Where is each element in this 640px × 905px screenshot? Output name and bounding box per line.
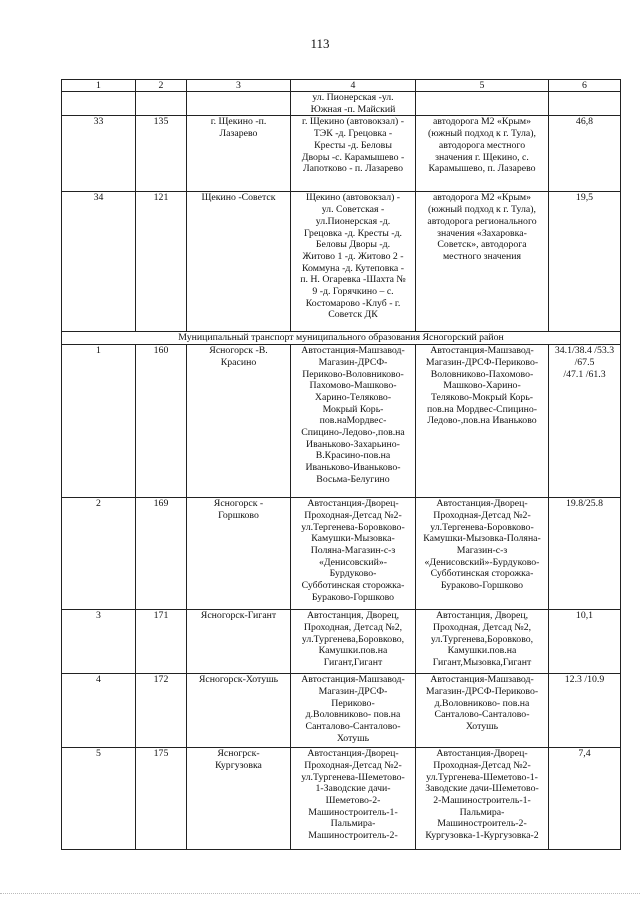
length-cell — [549, 674, 621, 748]
route-name-text: Щекино -Советск — [201, 192, 276, 204]
stops-text: Щекино (автовокзал) - ул. Советская - ул.Пионерская -д. Грецовка -д. Кресты -д. Беловы Дворы -д. Житово 1 -д. Житово 2 - Коммуна -д. Кутеповка - п. Н. Огаревка -Шахта № 9 -д. Горячкино – с. Костомарово -Клуб - г. Советск ДК — [300, 192, 406, 321]
column-number: 4 — [291, 80, 416, 92]
stops-cell — [291, 498, 416, 610]
stops-text: Автостанция-Машзавод- Магазин-ДРСФ- Периково-Воловниково- Пахомово-Машково- Харино-Теляково- Мокрый Корь- пов.наМордвес- Спицино-Ледово-,пов.на Иваньково-Захарьино- В.Красино-пов.на Иваньково-Иваньково- Восьма-Белугино — [301, 345, 405, 485]
section-row — [62, 332, 621, 345]
row-number-text: 3 — [96, 610, 101, 622]
route-number-cell — [136, 610, 187, 674]
stops-cell — [291, 610, 416, 674]
column-number: 5 — [416, 80, 549, 92]
route-name-cell — [187, 610, 291, 674]
route-number-cell — [136, 345, 187, 498]
stops-text: Автостанция-Машзавод- Магазин-ДРСФ- Периково- д.Воловниково- пов.на Санталово-Санталово- Хотушь — [301, 674, 405, 744]
route-number-text: 175 — [153, 748, 169, 760]
length-text: 46,8 — [575, 116, 594, 128]
roads-cell — [416, 92, 549, 116]
row-number-cell — [62, 92, 136, 116]
roads-text: Автостанция-Дворец- Проходная-Детсад №2- ул.Тергенева-Боровково- Камушки-Мызовка-Поляна- Магазин-с-з «Денисовский»-Бурдуково- Субботинская сторожка- Бураково-Горшково — [423, 498, 541, 592]
roads-cell — [416, 674, 549, 748]
table-row — [62, 748, 621, 850]
table-row — [62, 192, 621, 332]
stops-cell — [291, 748, 416, 850]
table-row — [62, 498, 621, 610]
route-name-cell — [187, 748, 291, 850]
roads-text: автодорога М2 «Крым» (южный подход к г. Тула), автодорога регионального значения «Захаровка- Советск», автодорога местного значения — [427, 192, 537, 262]
route-number-cell — [136, 92, 187, 116]
stops-cell — [291, 674, 416, 748]
section-title: Муниципальный транспорт муниципального образования Ясногорский район — [62, 332, 621, 345]
route-number-cell — [136, 192, 187, 332]
route-name-cell — [187, 674, 291, 748]
route-name-text: Ясногорск - Горшково — [213, 498, 264, 521]
row-number-text: 34 — [93, 192, 104, 204]
table-row — [62, 92, 621, 116]
column-number-row — [62, 80, 621, 92]
table-row — [62, 345, 621, 498]
roads-cell — [416, 610, 549, 674]
row-number-cell — [62, 192, 136, 332]
length-cell — [549, 498, 621, 610]
route-name-cell — [187, 345, 291, 498]
route-number-cell — [136, 748, 187, 850]
stops-text: Автостанция-Дворец- Проходная-Детсад №2- ул.Тургенева-Шеметово- 1-Заводские дачи- Шеметово-2- Машиностроитель-1- Пальмира- Машиностроитель-2- — [301, 748, 405, 842]
row-number-cell — [62, 345, 136, 498]
length-cell — [549, 345, 621, 498]
route-name-cell — [187, 498, 291, 610]
route-number-text: 171 — [153, 610, 169, 622]
column-number: 1 — [62, 80, 136, 92]
roads-text: Автостанция-Дворец- Проходная-Детсад №2- ул.Тургенева-Шеметово-1- Заводские дачи-Шеметово- 2-Машиностроитель-1- Пальмира- Машиностроитель-2- Кургузовка-1-Кургузовка-2 — [425, 748, 539, 842]
routes-table — [61, 79, 621, 850]
row-number-text: 2 — [96, 498, 101, 510]
row-number-cell — [62, 498, 136, 610]
length-cell — [549, 92, 621, 116]
row-number-cell — [62, 610, 136, 674]
route-number-text: 121 — [153, 192, 169, 204]
route-number-text: 169 — [153, 498, 169, 510]
length-text: 10,1 — [575, 610, 594, 622]
route-name-text: г. Щекино -п. Лазарево — [210, 116, 267, 140]
stops-text: г. Щекино (автовокзал) - ТЭК -д. Грецовка - Кресты -д. Беловы Дворы -с. Карамышево - Лапотково - п. Лазарево — [301, 116, 405, 175]
stops-text: ул. Пионерская -ул. Южная -п. Майский — [310, 92, 396, 115]
row-number-text: 33 — [93, 116, 104, 128]
route-name-text: Ясногорск-Гигант — [200, 610, 277, 622]
length-cell — [549, 116, 621, 192]
length-text: 7,4 — [578, 748, 591, 760]
row-number-text: 5 — [96, 748, 101, 760]
route-number-cell — [136, 116, 187, 192]
table-row — [62, 674, 621, 748]
route-name-cell — [187, 192, 291, 332]
route-name-text: Ясногрск- Кургузовка — [215, 748, 262, 771]
length-text: 12.3 /10.9 — [564, 674, 605, 686]
stops-text: Автостанция, Дворец, Проходная, Детсад №2, ул.Тургенева,Боровково, Камушки.пов.на Гигант,Гигант — [301, 610, 405, 668]
stops-cell — [291, 345, 416, 498]
route-number-cell — [136, 674, 187, 748]
roads-text: Автостанция-Машзавод- Магазин-ДРСФ-Периково- Воловниково-Пахомово- Машково-Харино- Теляково-Мокрый Корь- пов.на Мордвес-Спицино- Ледово-,пов.на Иваньково — [425, 345, 539, 427]
roads-text: Автостанция-Машзавод- Магазин-ДРСФ-Периково- д.Воловниково- пов.на Санталово-Санталово- Хотушь — [425, 674, 539, 732]
table-row — [62, 610, 621, 674]
length-text: 19.8/25.8 — [565, 498, 603, 510]
table-row — [62, 116, 621, 192]
row-number-text: 1 — [96, 345, 101, 357]
length-text: 19,5 — [575, 192, 594, 204]
length-text: 34.1/38.4 /53.3 /67.5 /47.1 /61.3 — [554, 345, 615, 380]
length-cell — [549, 610, 621, 674]
roads-cell — [416, 116, 549, 192]
roads-cell — [416, 498, 549, 610]
length-cell — [549, 748, 621, 850]
roads-cell — [416, 748, 549, 850]
stops-cell — [291, 192, 416, 332]
route-number-text: 160 — [153, 345, 169, 357]
row-number-cell — [62, 674, 136, 748]
row-number-text: 4 — [96, 674, 101, 686]
route-name-cell — [187, 92, 291, 116]
route-number-text: 135 — [153, 116, 169, 128]
route-name-text: Ясногорск-Хотушь — [198, 674, 279, 686]
route-number-cell — [136, 498, 187, 610]
route-name-text: Ясногорск -В. Красино — [209, 345, 268, 368]
stops-cell — [291, 92, 416, 116]
length-cell — [549, 192, 621, 332]
page-number: 113 — [310, 36, 330, 51]
roads-text: автодорога М2 «Крым» (южный подход к г. Тула), автодорога местного значения г. Щекино, с. Карамышево, п. Лазарево — [428, 116, 536, 175]
roads-text: Автостанция, Дворец, Проходная, Детсад №2, ул.Тургенева,Боровково, Камушки.пов.на Гигант,Мызовка,Гигант — [430, 610, 534, 668]
column-number: 3 — [187, 80, 291, 92]
roads-cell — [416, 345, 549, 498]
row-number-cell — [62, 116, 136, 192]
route-number-text: 172 — [153, 674, 169, 686]
stops-text: Автостанция-Дворец- Проходная-Детсад №2- ул.Тергенева-Боровково- Камушки-Мызовка- Поляна-Магазин-с-з «Денисовский»- Бурдуково- Субботинская сторожка- Бураково-Горшково — [301, 498, 405, 603]
column-number: 6 — [549, 80, 621, 92]
roads-cell — [416, 192, 549, 332]
footer-scan-dots — [0, 893, 640, 896]
stops-cell — [291, 116, 416, 192]
column-number: 2 — [136, 80, 187, 92]
row-number-cell — [62, 748, 136, 850]
route-name-cell — [187, 116, 291, 192]
